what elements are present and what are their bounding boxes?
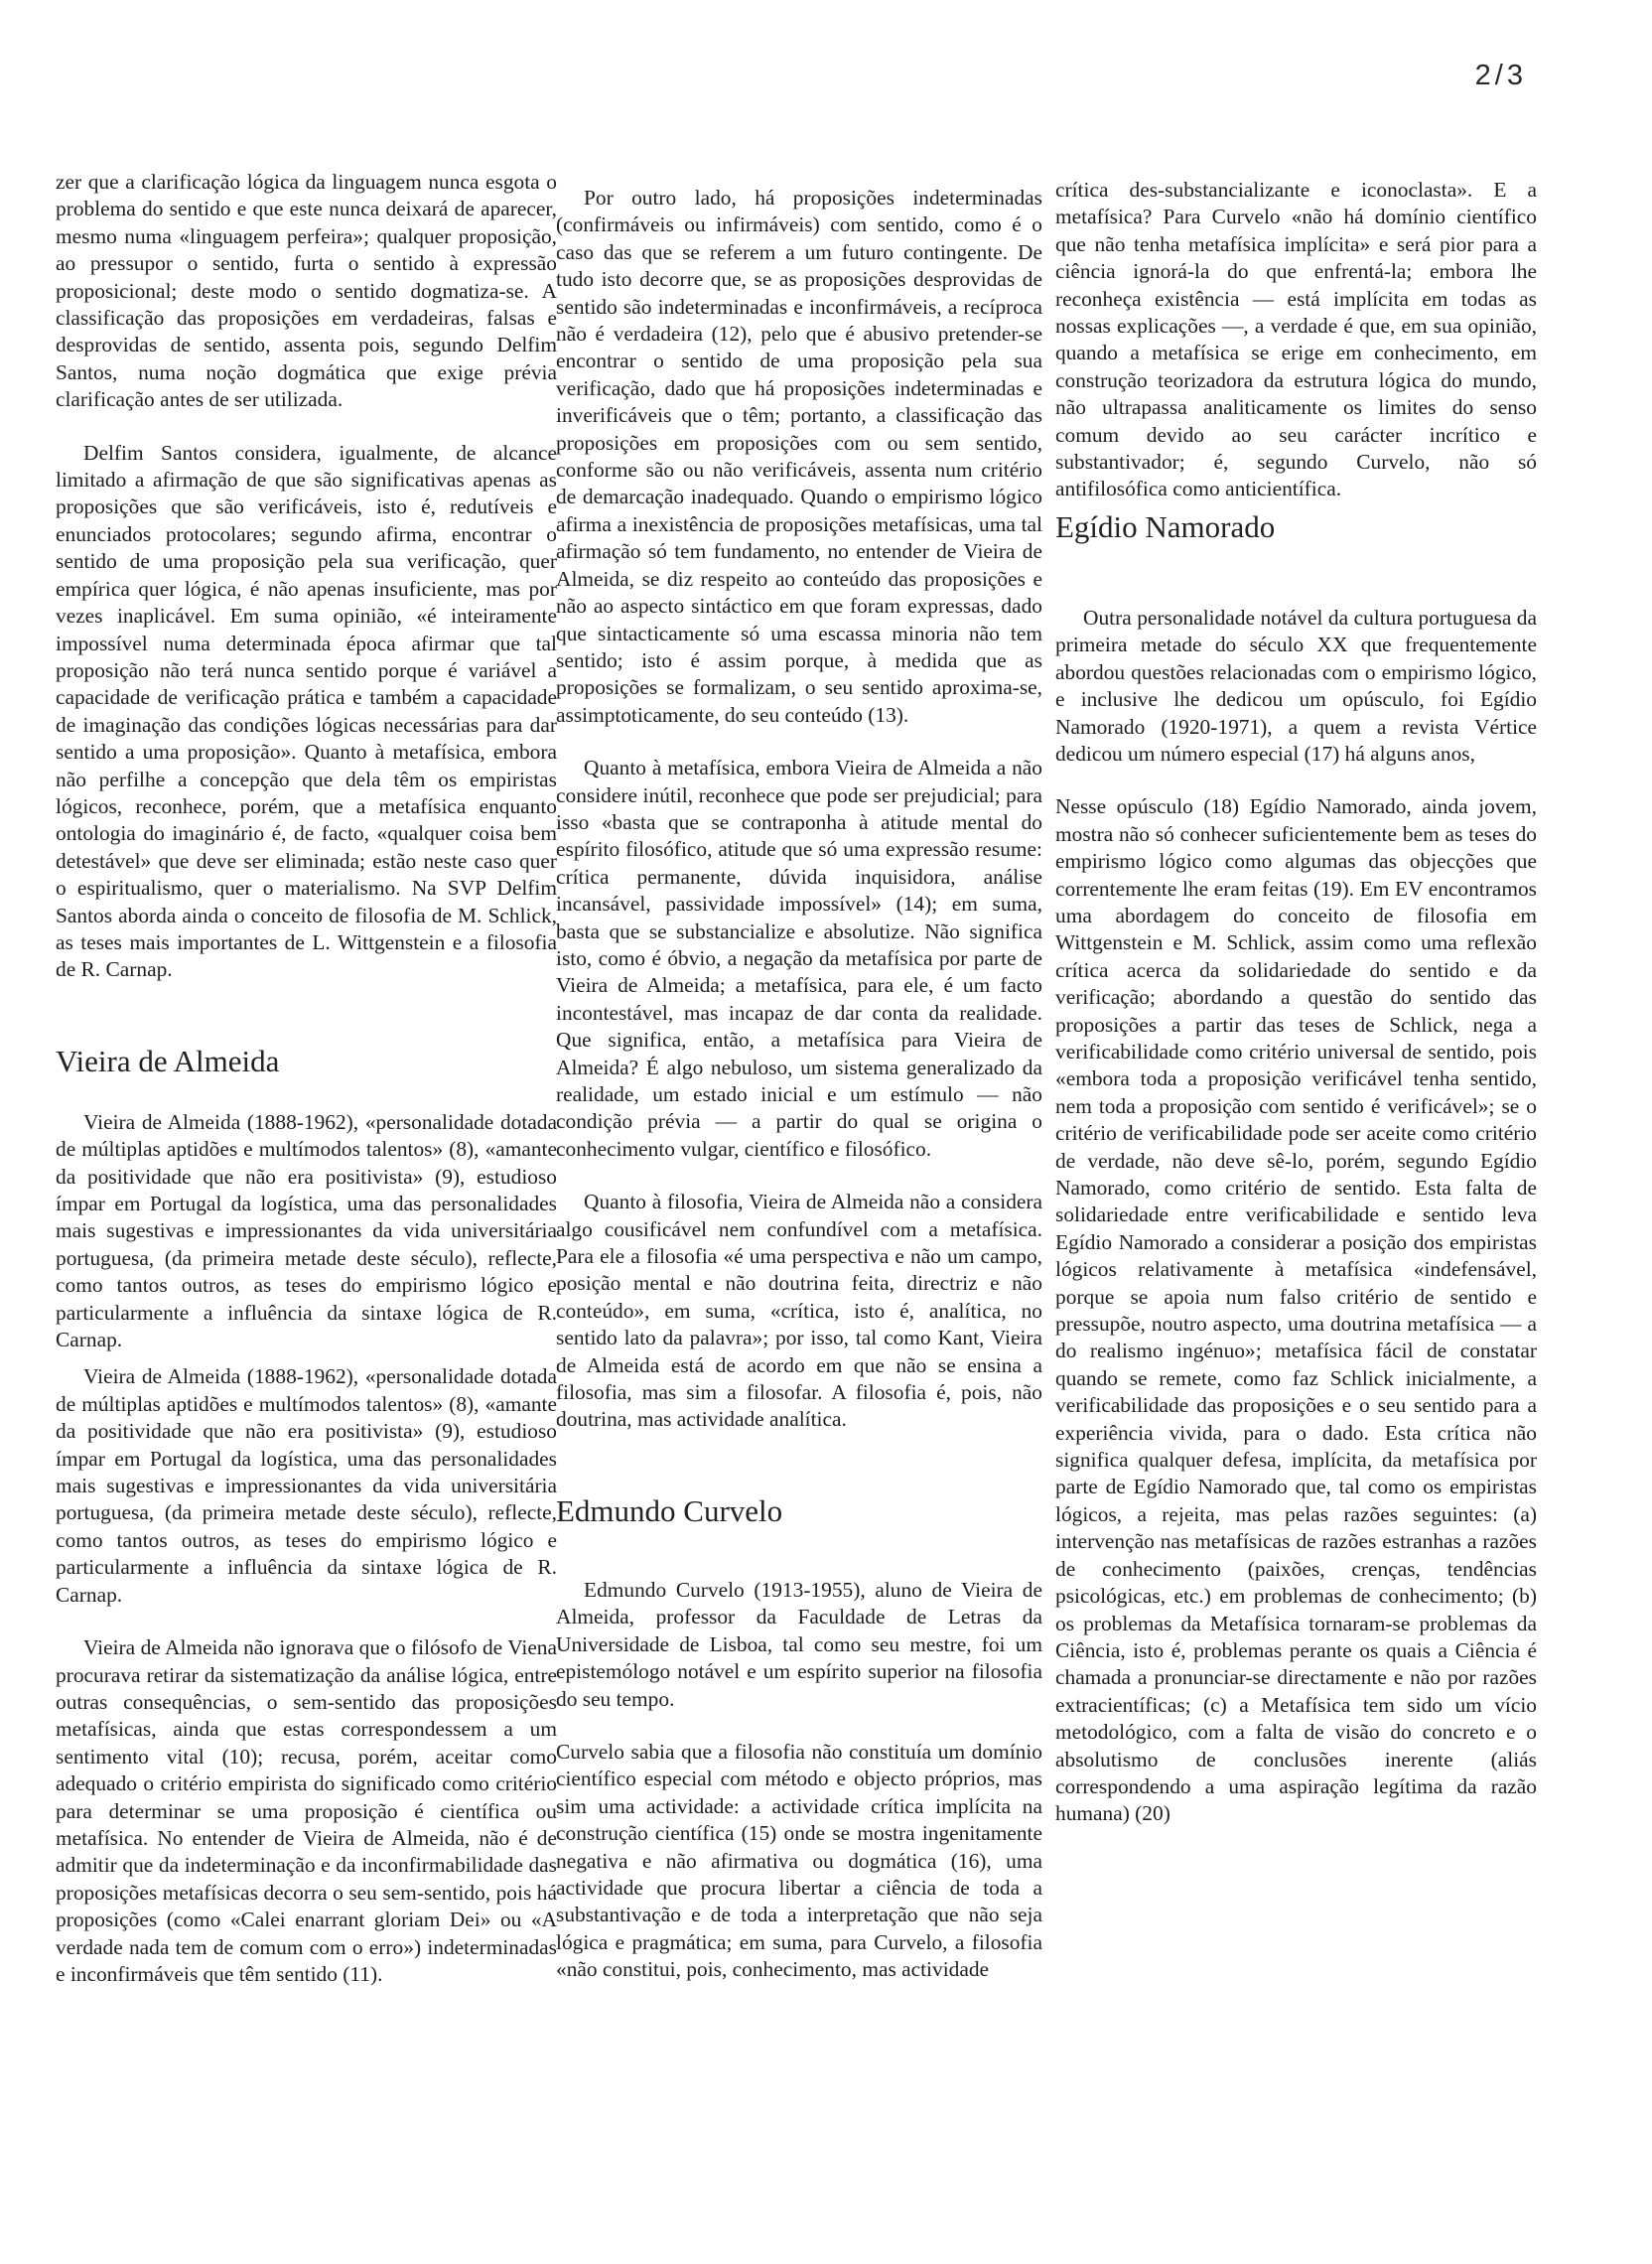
page-number: 2/3 <box>1474 60 1527 91</box>
section-heading-egidio-namorado: Egídio Namorado <box>1055 508 1276 544</box>
section-heading-edmundo-curvelo: Edmundo Curvelo <box>556 1492 783 1528</box>
paragraph: Outra personalidade notável da cultura portuguesa da primeira metade do século XX que frequentemente abordou questões relacionadas com o empirismo lógico, e inclusive lhe dedicou um opúsculo, foi Egídio Namorado (1920-1971), a quem a revista Vértice dedicou um número especial (17) há alguns anos, <box>1055 605 1537 766</box>
paragraph: Edmundo Curvelo (1913-1955), aluno de Vieira de Almeida, professor da Faculdade de Letras da Universidade de Lisboa, tal como seu mestre, foi um epistemólogo notável e um espírito superior na filosofia do seu tempo. <box>556 1577 1042 1711</box>
paragraph: Vieira de Almeida (1888-1962), «personalidade dotada de múltiplas aptidões e multímodos talentos» (8), «amante da positividade que não era positivista» (9), estudioso ímpar em Portugal da logística, uma das personalidades mais sugestivas e impressionantes da vida universitária portuguesa, (da primeira metade deste século), reflecte, como tantos outros, as teses do empirismo lógico e particularmente a influência da sintaxe lógica de R. Carnap. <box>56 1364 557 1607</box>
section-heading-vieira-de-almeida: Vieira de Almeida <box>56 1043 280 1078</box>
paragraph: Delfim Santos considera, igualmente, de alcance limitado a afirmação de que são significativas apenas as proposições que são verificáveis, isto é, redutíveis e enunciados protocolares; segundo afirma, encontrar o sentido de uma proposição pela sua verificação, quer empírica quer lógica, é não apenas insuficiente, mas por vezes inaplicável. Em suma opinião, «é inteiramente impossível numa determinada época afirmar que tal proposição não terá nunca sentido porque é variável a capacidade de verificação prática e também a capacidade de imaginação das condições lógicas necessárias para dar sentido a uma proposição». Quanto à metafísica, embora não perfilhe a concepção que dela têm os empiristas lógicos, reconhece, porém, que a metafísica enquanto ontologia do imaginário é, de facto, «qualquer coisa bem detestável» que deve ser eliminada; estão neste caso quer o espiritualismo, quer o materialismo. Na SVP Delfim Santos aborda ainda o conceito de filosofia de M. Schlick, as teses mais importantes de L. Wittgenstein e a filosofia de R. Carnap. <box>56 440 557 982</box>
paragraph: Curvelo sabia que a filosofia não constituía um domínio científico especial com método e objecto próprios, mas sim uma actividade: a actividade crítica implícita na construção científica (15) onde se mostra ingenitamente negativa e não afirmativa ou dogmática (16), uma actividade que procura libertar a ciência de toda a substantivação e de toda a interpretação que não seja lógica e pragmática; em suma, para Curvelo, a filosofia «não constitui, pois, conhecimento, mas actividade <box>556 1739 1042 1982</box>
paragraph: Por outro lado, há proposições indeterminadas (confirmáveis ou infirmáveis) com sentido, como é o caso das que se referem a um futuro contingente. De tudo isto decorre que, se as proposições desprovidas de sentido são indeterminadas e inconfirmáveis, a recíproca não é verdadeira (12), pelo que é abusivo pretender-se encontrar o sentido de uma proposição pela sua verificação, dado que há proposições indeterminadas e inverificáveis que o têm; portanto, a classificação das proposições em proposições com ou sem sentido, conforme são ou não verificáveis, assenta num critério de demarcação inadequado. Quando o empirismo lógico afirma a inexistência de proposições metafísicas, uma tal afirmação só tem fundamento, no entender de Vieira de Almeida, se diz respeito ao conteúdo das proposições e não ao aspecto sintáctico em que foram expressas, dado que sintacticamente só uma escassa minoria não tem sentido; isto é assim porque, à medida que as proposições se formalizam, o seu sentido aproxima-se, assimptoticamente, do seu conteúdo (13). <box>556 186 1042 727</box>
paragraph: Nesse opúsculo (18) Egídio Namorado, ainda jovem, mostra não só conhecer suficientemente bem as teses do empirismo lógico como algumas das objecções que correntemente lhe eram feitas (19). Em EV encontramos uma abordagem do conceito de filosofia em Wittgenstein e M. Schlick, assim como uma reflexão crítica acerca da solidariedade do sentido e da verificação; abordando a questão do sentido das proposições a partir das teses de Schlick, nega a verificabilidade como critério universal de sentido, pois «embora toda a proposição verificável tenha sentido, nem toda a proposição com sentido é verificável»; se o critério de verificabilidade pode ser aceite como critério de verdade, não deve sê-lo, porém, segundo Egídio Namorado, como critério de sentido. Esta falta de solidariedade entre verificabilidade e sentido leva Egídio Namorado a considerar a posição dos empiristas lógicos relativamente à metafísica «indefensável, porque se apoia num falso critério de sentido e pressupõe, noutro aspecto, uma doutrina metafísica — a do realismo ingénuo»; metafísica fácil de constatar quando se remete, como faz Schlick inicialmente, a verificabilidade das proposições e o seu sentido para a experiência vivida, para o dado. Esta crítica não significa qualquer defesa, implícita, da metafísica por parte de Egídio Namorado que, tal como os empiristas lógicos, a rejeita, mas pelas razões seguintes: (a) intervenção nas metafísicas de razões estranhas a razões de conhecimento (paixões, crenças, tendências psicológicas, etc.) em problemas de conhecimento; (b) os problemas da Metafísica tornaram-se problemas da Ciência, isto é, problemas perante os quais a Ciência é chamada a pronunciar-se directamente e não por razões extracientíficas; (c) a Metafísica tem sido um vício metodológico, com a falta de visão do concreto e o absolutismo de conclusões inerente (aliás correspondendo a uma aspiração legítima da razão humana) (20) <box>1055 794 1537 1826</box>
paragraph: Quanto à metafísica, embora Vieira de Almeida a não considere inútil, reconhece que pode ser prejudicial; para isso «basta que se contraponha à atitude mental do espírito filosófico, atitude que só uma expressão resume: crítica permanente, dúvida inquisidora, análise incansável, passividade impossível» (14); em suma, basta que se substancialize e absolutize. Não significa isto, como é óbvio, a negação da metafísica por parte de Vieira de Almeida; a metafísica, para ele, é um facto incontestável, mas incapaz de dar conta da realidade. Que significa, então, a metafísica para Vieira de Almeida? É algo nebuloso, um sistema generalizado da realidade, um estado inicial e um estímulo — não condição prévia — a partir do qual se origina o conhecimento vulgar, científico e filosófico. <box>556 756 1042 1161</box>
text-column-3 <box>1055 177 1537 1828</box>
text-column-1 <box>56 169 557 1988</box>
paragraph: Quanto à filosofia, Vieira de Almeida não a considera algo cousificável nem confundível com a metafísica. Para ele a filosofia «é uma perspectiva e não um campo, posição mental e não doutrina feita, directriz e não conteúdo», em suma, «crítica, isto é, analítica, no sentido lato da palavra»; por isso, tal como Kant, Vieira de Almeida está de acordo em que não se ensina a filosofia, mas sim a filosofar. A filosofia é, pois, não doutrina, mas actividade analítica. <box>556 1190 1042 1432</box>
paragraph: zer que a clarificação lógica da linguagem nunca esgota o problema do sentido e que este nunca deixará de aparecer, mesmo numa «linguagem perfeira»; qualquer proposição, ao pressupor o sentido, furta o sentido à expressão proposicional; deste modo o sentido dogmatiza-se. A classificação das proposições em verdadeiras, falsas e desprovidas de sentido, assenta pois, segundo Delfim Santos, numa noção dogmática que exige prévia clarificação antes de ser utilizada. <box>56 170 557 412</box>
text-column-2 <box>556 185 1042 1984</box>
paragraph: crítica des-substancializante e iconoclasta». E a metafísica? Para Curvelo «não há domínio científico que não tenha metafísica implícita» e será pior para a ciência ignorá-la do que enfrentá-la; embora lhe reconheça existência — está implícita em todas as nossas explicações —, a verdade é que, em sua opinião, quando a metafísica se erige em conhecimento, em construção teorizadora da estrutura lógica do mundo, não ultrapassa analiticamente os limites do senso comum devido ao seu carácter incrítico e substantivador; é, segundo Curvelo, não só antifilosófica como anticientífica. <box>1055 178 1537 501</box>
paragraph: Vieira de Almeida (1888-1962), «personalidade dotada de múltiplas aptidões e multímodos talentos» (8), «amante da positividade que não era positivista» (9), estudioso ímpar em Portugal da logística, uma das personalidades mais sugestivas e impressionantes da vida universitária portuguesa, (da primeira metade deste século), reflecte, como tantos outros, as teses do empirismo lógico e particularmente a influência da sintaxe lógica de R. Carnap. <box>56 1109 557 1352</box>
paragraph: Vieira de Almeida não ignorava que o filósofo de Viena procurava retirar da sistematização da análise lógica, entre outras consequências, o sem-sentido das proposições metafísicas, ainda que estas correspondessem a um sentimento vital (10); recusa, porém, aceitar como adequado o critério empirista do significado como critério para determinar se uma proposição é científica ou metafísica. No entender de Vieira de Almeida, não é de admitir que da indeterminação e da inconfirmabilidade das proposições metafísicas decorra o seu sem-sentido, pois há proposições (como «Calei enarrant gloriam Dei» ou «A verdade nada tem de comum com o erro») indeterminadas e inconfirmáveis que têm sentido (11). <box>56 1635 557 1986</box>
